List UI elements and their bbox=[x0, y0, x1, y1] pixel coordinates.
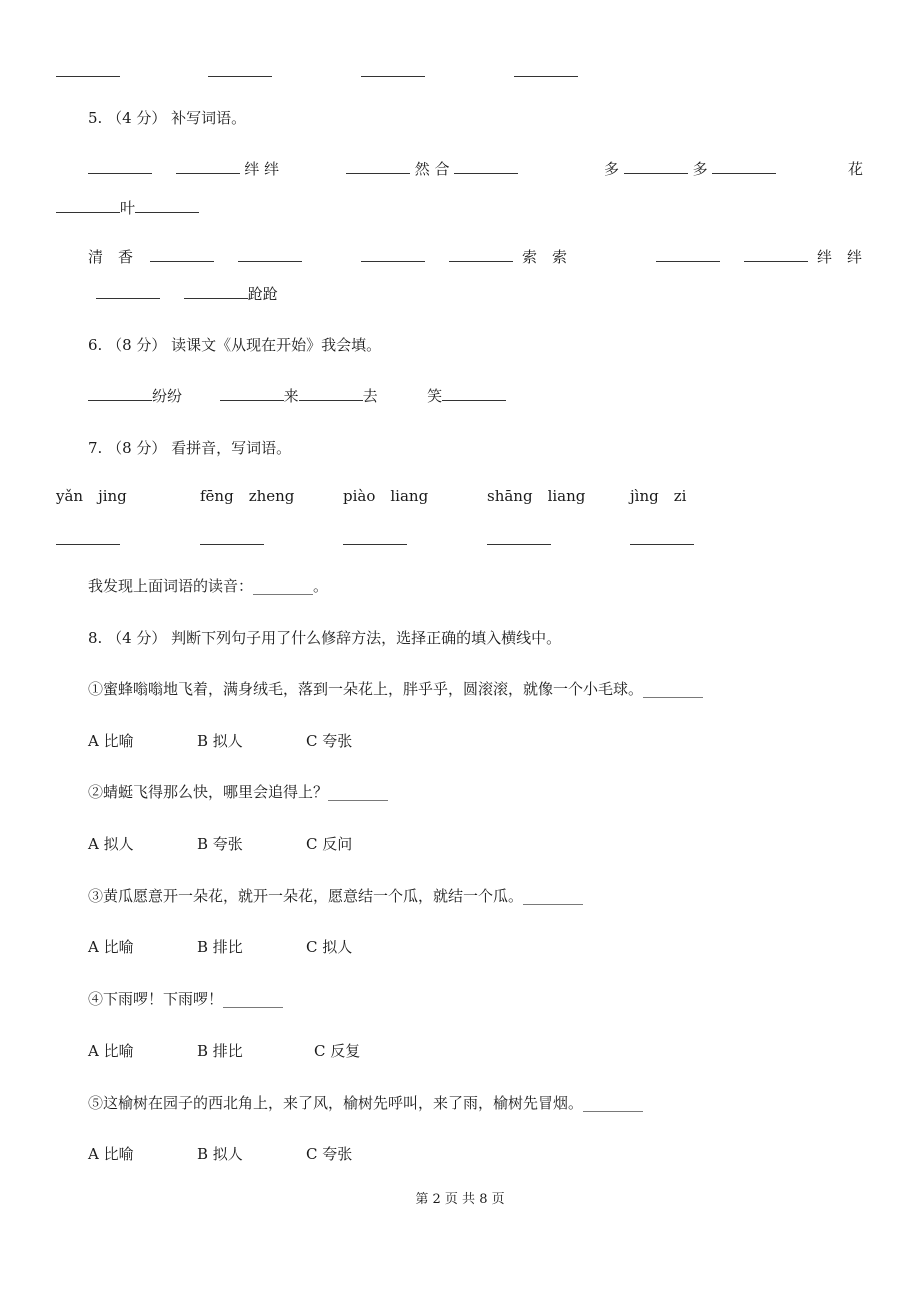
q5-row1-item2 bbox=[346, 159, 518, 179]
q4-blank[interactable] bbox=[361, 62, 425, 82]
page-footer: 第 2 页 共 8 页 bbox=[415, 1192, 505, 1207]
q5-row1-item3 bbox=[604, 159, 776, 179]
answer-blank[interactable] bbox=[361, 247, 425, 262]
q7-pinyin: yǎn jing bbox=[56, 487, 127, 505]
q8-sentence: ④下雨啰！下雨啰！________ bbox=[88, 990, 284, 1008]
q7-blank[interactable] bbox=[56, 530, 120, 550]
q8-option[interactable]: A 拟人 bbox=[88, 835, 134, 853]
q8-sentence: ⑤这榆树在园子的西北角上，来了风，榆树先呼叫，来了雨，榆树先冒烟。________ bbox=[88, 1094, 644, 1112]
answer-blank[interactable] bbox=[238, 247, 302, 262]
q6-word: 纷纷 bbox=[152, 387, 183, 405]
q5-row2-blanks3 bbox=[656, 247, 808, 267]
answer-blank[interactable] bbox=[656, 247, 720, 262]
q5-row2-blanks1 bbox=[150, 247, 302, 267]
q5-word: 然 合 bbox=[414, 160, 450, 178]
answer-blank[interactable] bbox=[184, 284, 248, 299]
q7-blank[interactable] bbox=[630, 530, 694, 550]
answer-blank[interactable] bbox=[56, 198, 120, 213]
q8-sentence: ①蜜蜂嗡嗡地飞着，满身绒毛，落到一朵花上，胖乎乎，圆滚滚，就像一个小毛球。________ bbox=[88, 680, 704, 698]
answer-blank[interactable] bbox=[449, 247, 513, 262]
q5-word: 多 bbox=[692, 160, 708, 178]
q5-row1b-item bbox=[56, 198, 199, 218]
q7-blank[interactable] bbox=[487, 530, 551, 550]
q5-word: 绊 绊 bbox=[244, 160, 280, 178]
q7-pinyin: piào liang bbox=[343, 487, 429, 505]
q5-word: 索 索 bbox=[522, 248, 568, 266]
q4-blank[interactable] bbox=[514, 62, 578, 82]
q5-word: 跄跄 bbox=[247, 285, 278, 303]
q8-title: 8. （4 分） 判断下列句子用了什么修辞方法，选择正确的填入横线中。 bbox=[88, 629, 562, 647]
q5-word: 绊 绊 bbox=[817, 248, 863, 266]
answer-blank[interactable] bbox=[96, 284, 160, 299]
answer-blank[interactable] bbox=[88, 159, 152, 174]
answer-blank[interactable] bbox=[624, 159, 688, 174]
q8-option[interactable]: C 反复 bbox=[314, 1042, 361, 1060]
q6-title: 6. （8 分） 读课文《从现在开始》我会填。 bbox=[88, 336, 382, 354]
q7-title: 7. （8 分） 看拼音，写词语。 bbox=[88, 439, 292, 457]
q8-option[interactable]: A 比喻 bbox=[88, 1042, 134, 1060]
answer-blank[interactable] bbox=[442, 386, 506, 401]
q7-pinyin: jìng zi bbox=[630, 487, 687, 505]
q5-word: 多 bbox=[604, 160, 620, 178]
q7-blank[interactable] bbox=[200, 530, 264, 550]
q6-items bbox=[88, 386, 506, 406]
q8-sentence: ③黄瓜愿意开一朵花，就开一朵花，愿意结一个瓜，就结一个瓜。________ bbox=[88, 887, 584, 905]
q8-option[interactable]: C 夸张 bbox=[306, 1145, 353, 1163]
q5-row2b-item bbox=[96, 284, 278, 304]
answer-blank[interactable] bbox=[744, 247, 808, 262]
answer-blank[interactable] bbox=[88, 386, 152, 401]
answer-blank[interactable] bbox=[220, 386, 284, 401]
q4-blank[interactable] bbox=[56, 62, 120, 82]
q6-word: 笑 bbox=[427, 387, 443, 405]
q8-option[interactable]: B 排比 bbox=[197, 1042, 243, 1060]
q5-word: 清 香 bbox=[88, 248, 134, 266]
q8-option[interactable]: B 拟人 bbox=[197, 732, 243, 750]
q8-option[interactable]: B 夸张 bbox=[197, 835, 243, 853]
q8-option[interactable]: B 排比 bbox=[197, 938, 243, 956]
answer-blank[interactable] bbox=[299, 386, 363, 401]
answer-blank[interactable] bbox=[176, 159, 240, 174]
q6-word: 去 bbox=[362, 387, 378, 405]
q8-option[interactable]: A 比喻 bbox=[88, 938, 134, 956]
answer-blank[interactable] bbox=[150, 247, 214, 262]
q5-row2-blanks2 bbox=[361, 247, 513, 267]
answer-blank[interactable] bbox=[712, 159, 776, 174]
answer-blank[interactable] bbox=[135, 198, 199, 213]
q8-sentence: ②蜻蜓飞得那么快，哪里会追得上？________ bbox=[88, 783, 389, 801]
q5-word: 叶 bbox=[120, 199, 136, 217]
q7-pinyin: shāng liang bbox=[487, 487, 586, 505]
q7-blank[interactable] bbox=[343, 530, 407, 550]
answer-blank[interactable] bbox=[346, 159, 410, 174]
q8-option[interactable]: C 夸张 bbox=[306, 732, 353, 750]
q7-note: 我发现上面词语的读音：________。 bbox=[88, 577, 329, 595]
q5-title: 5. （4 分） 补写词语。 bbox=[88, 109, 247, 127]
q8-option[interactable]: A 比喻 bbox=[88, 1145, 134, 1163]
q8-option[interactable]: C 拟人 bbox=[306, 938, 353, 956]
answer-blank[interactable] bbox=[454, 159, 518, 174]
q7-pinyin: fēng zheng bbox=[200, 487, 295, 505]
q4-blank[interactable] bbox=[208, 62, 272, 82]
q8-option[interactable]: A 比喻 bbox=[88, 732, 134, 750]
q5-row1-item1 bbox=[88, 159, 279, 179]
q8-option[interactable]: B 拟人 bbox=[197, 1145, 243, 1163]
q5-word: 花 bbox=[848, 160, 864, 178]
q8-option[interactable]: C 反问 bbox=[306, 835, 353, 853]
q6-word: 来 bbox=[283, 387, 299, 405]
